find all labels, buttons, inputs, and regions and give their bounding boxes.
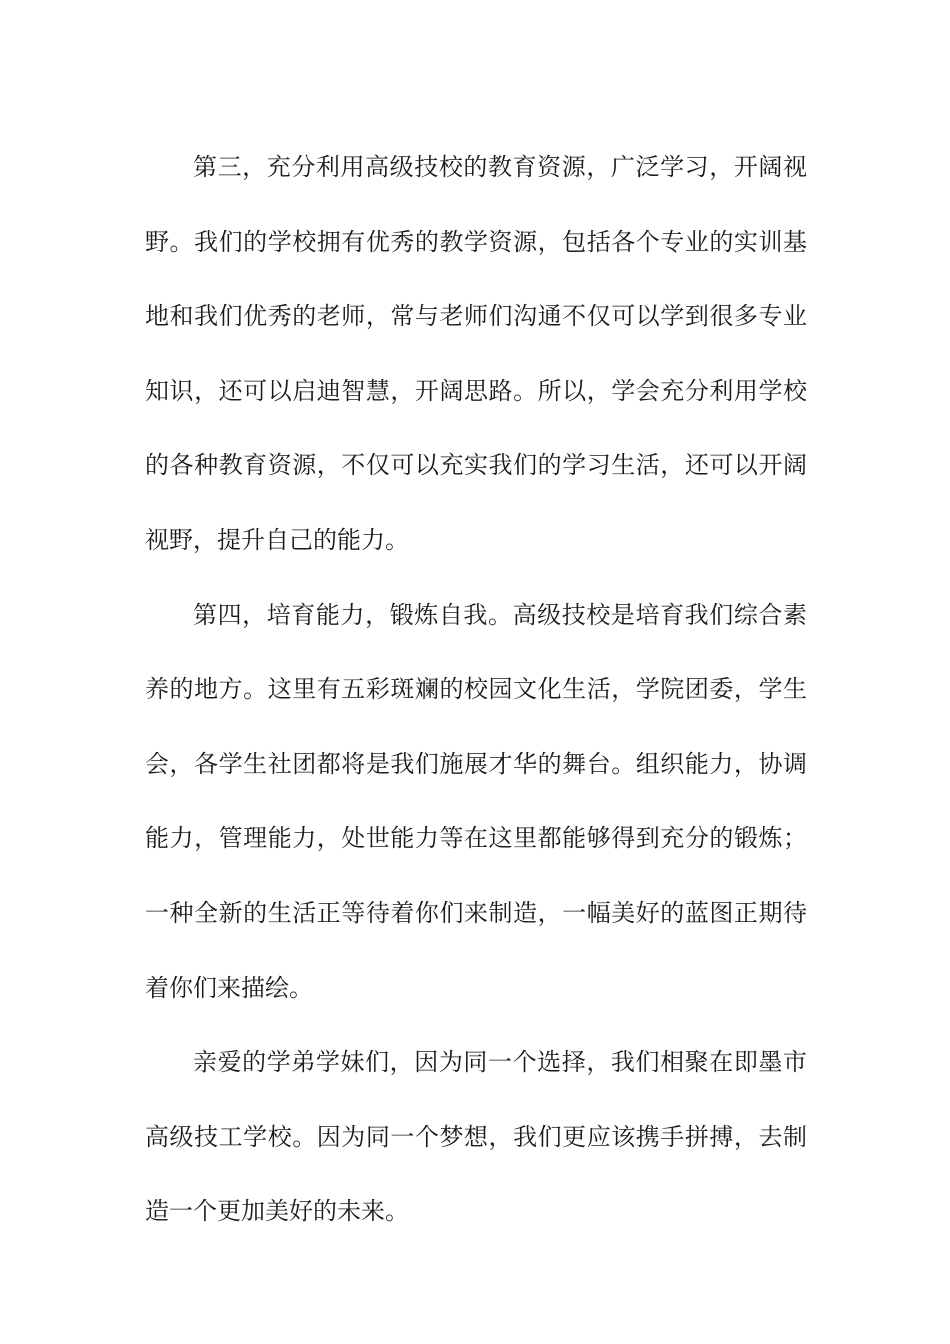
paragraph-third-point: 第三，充分利用高级技校的教育资源，广泛学习，开阔视野。我们的学校拥有优秀的教学资源，包括各个专业的实训基地和我们优秀的老师，常与老师们沟通不仅可以学到很多专业知识，还可以启迪智慧，开阔思路。所以，学会充分利用学校的各种教育资源，不仅可以充实我们的学习生活，还可以开阔视野，提升自己的能力。 (145, 153, 807, 554)
paragraph-closing: 亲爱的学弟学妹们，因为同一个选择，我们相聚在即墨市高级技工学校。因为同一个梦想，我们更应该携手拼搏，去制造一个更加美好的未来。 (145, 1048, 807, 1226)
paragraph-fourth-point: 第四，培育能力，锻炼自我。高级技校是培育我们综合素养的地方。这里有五彩斑斓的校园文化生活，学院团委，学生会，各学生社团都将是我们施展才华的舞台。组织能力，协调能力，管理能力，处世能力等在这里都能够得到充分的锻炼；一种全新的生活正等待着你们来制造，一幅美好的蓝图正期待着你们来描绘。 (145, 600, 807, 1002)
document-body (145, 130, 807, 1249)
